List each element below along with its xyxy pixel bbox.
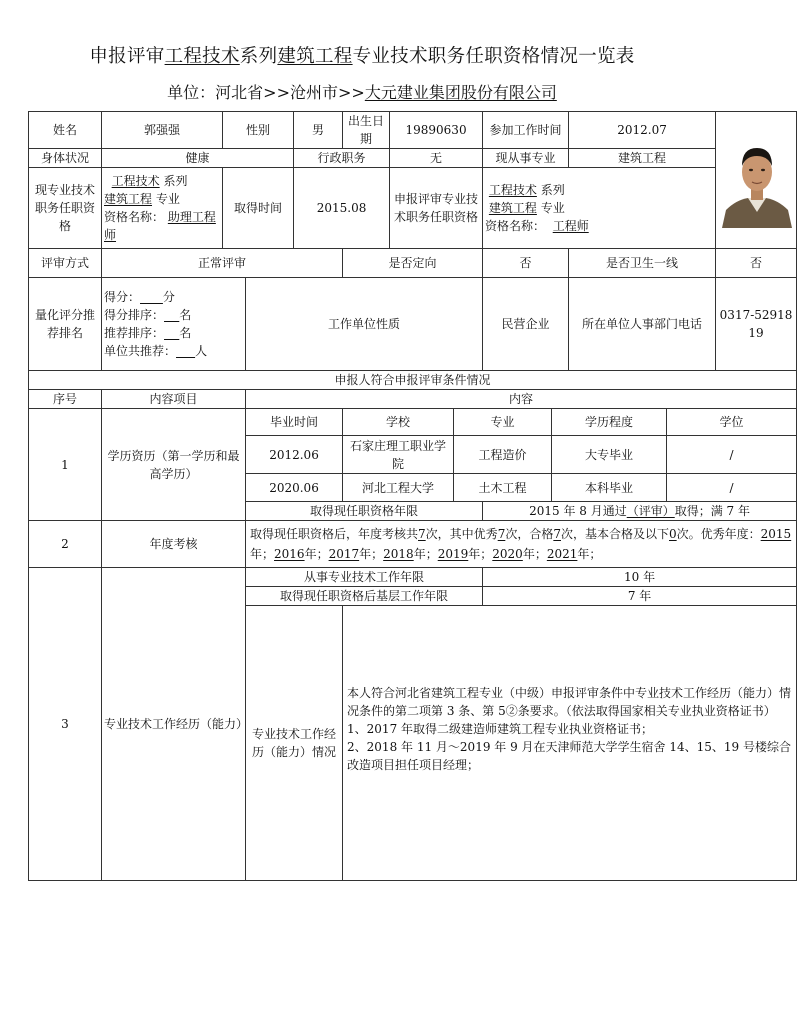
cur-qual-box: 工程技术 系列 建筑工程 专业 资格名称： 助理工程师	[102, 168, 223, 249]
unit-nature-value: 民营企业	[483, 278, 569, 371]
assess-content: 取得现任职资格后，年度考核共7次，其中优秀7次，合格7次，基本合格及以下0次。优秀年度：2015年；2016年；2017年；2018年；2019年；2020年；2021年；	[246, 521, 797, 568]
gender-value: 男	[294, 112, 343, 149]
quant-label: 量化评分推荐排名	[29, 278, 102, 371]
birth-value: 19890630	[390, 112, 483, 149]
apply-qual-name: 工程师	[552, 219, 589, 233]
review-method-value: 正常评审	[102, 249, 343, 278]
edu-degree: /	[667, 436, 797, 474]
unit-line: 单位：河北省>>沧州市>>大元建业集团股份有限公司	[167, 83, 557, 102]
exp-grassroots-value: 7 年	[483, 587, 797, 606]
page-title: 申报评审工程技术系列建筑工程专业技术职务任职资格情况一览表	[89, 46, 635, 67]
obtain-time-label: 取得时间	[223, 168, 294, 249]
exp-detail-line: 1、2017 年取得二级建造师建筑工程专业执业资格证书；	[347, 722, 654, 736]
edu-major: 工程造价	[454, 436, 552, 474]
applicant-photo	[718, 132, 796, 228]
col-item: 内容项目	[102, 390, 246, 409]
apply-qual-box: 工程技术 系列 建筑工程 专业 资格名称： 工程师	[483, 168, 716, 249]
hr-phone-value: 0317-5291819	[716, 278, 797, 371]
work-start-label: 参加工作时间	[483, 112, 569, 149]
cur-qual-name: 助理工程师	[104, 210, 216, 242]
gender-label: 性别	[223, 112, 294, 149]
qualification-table	[28, 111, 797, 881]
exp-detail-line: 本人符合河北省建筑工程专业（中级）申报评审条件中专业技术工作经历（能力）情况条件的第二项第 3 条、第 5②条要求。（依法取得国家相关专业执业资格证书）	[347, 686, 792, 718]
photo-cell	[716, 112, 797, 249]
health-label: 身体状况	[29, 149, 102, 168]
frontline-label: 是否卫生一线	[569, 249, 716, 278]
cur-major-value: 建筑工程	[569, 149, 716, 168]
frontline-value: 否	[716, 249, 797, 278]
unit-nature-label: 工作单位性质	[246, 278, 483, 371]
edu-major: 土木工程	[454, 474, 552, 502]
cur-qual-label: 现专业技术职务任职资格	[29, 168, 102, 249]
edu-degree: /	[667, 474, 797, 502]
name-value: 郭强强	[102, 112, 223, 149]
edu-no: 1	[29, 409, 102, 521]
edu-years-value: 2015 年 8 月通过（评审）取得；满 7 年	[483, 502, 797, 521]
exp-item: 专业技术工作经历（能力）	[102, 568, 246, 881]
edu-date: 2012.06	[246, 436, 343, 474]
admin-label: 行政职务	[294, 149, 390, 168]
review-method-label: 评审方式	[29, 249, 102, 278]
obtain-time-value: 2015.08	[294, 168, 390, 249]
edu-header-level: 学历程度	[552, 409, 667, 436]
title-series: 工程技术	[164, 46, 240, 67]
exp-detail-label: 专业技术工作经历（能力）情况	[246, 606, 343, 881]
work-start-value: 2012.07	[569, 112, 716, 149]
edu-years-label: 取得现任职资格年限	[246, 502, 483, 521]
name-label: 姓名	[29, 112, 102, 149]
title-major: 建筑工程	[277, 46, 353, 67]
edu-header-school: 学校	[343, 409, 454, 436]
exp-years-label: 从事专业技术工作年限	[246, 568, 483, 587]
edu-date: 2020.06	[246, 474, 343, 502]
cur-major-label: 现从事专业	[483, 149, 569, 168]
assess-no: 2	[29, 521, 102, 568]
exp-detail-content	[343, 606, 797, 881]
assess-item: 年度考核	[102, 521, 246, 568]
exp-detail-line: 2、2018 年 11 月～2019 年 9 月在天津师范大学学生宿舍 14、15、19 号楼综合改造项目担任项目经理；	[347, 740, 791, 772]
edu-school: 石家庄理工职业学院	[343, 436, 454, 474]
health-value: 健康	[102, 149, 294, 168]
edu-header-date: 毕业时间	[246, 409, 343, 436]
quant-box: 得分： 分 得分排序： 名 推荐排序： 名 单位共推荐： 人	[102, 278, 246, 371]
apply-qual-label: 申报评审专业技术职务任职资格	[390, 168, 483, 249]
exp-no: 3	[29, 568, 102, 881]
edu-item: 学历资历（第一学历和最高学历）	[102, 409, 246, 521]
directed-value: 否	[483, 249, 569, 278]
col-content: 内容	[246, 390, 797, 409]
exp-years-value: 10 年	[483, 568, 797, 587]
edu-header-major: 专业	[454, 409, 552, 436]
directed-label: 是否定向	[343, 249, 483, 278]
edu-header-degree: 学位	[667, 409, 797, 436]
edu-level: 本科毕业	[552, 474, 667, 502]
col-no: 序号	[29, 390, 102, 409]
unit-company: 大元建业集团股份有限公司	[364, 83, 557, 102]
edu-school: 河北工程大学	[343, 474, 454, 502]
birth-label: 出生日期	[343, 112, 390, 149]
conditions-header: 申报人符合申报评审条件情况	[29, 371, 797, 390]
edu-level: 大专毕业	[552, 436, 667, 474]
exp-grassroots-label: 取得现任职资格后基层工作年限	[246, 587, 483, 606]
admin-value: 无	[390, 149, 483, 168]
hr-phone-label: 所在单位人事部门电话	[569, 278, 716, 371]
